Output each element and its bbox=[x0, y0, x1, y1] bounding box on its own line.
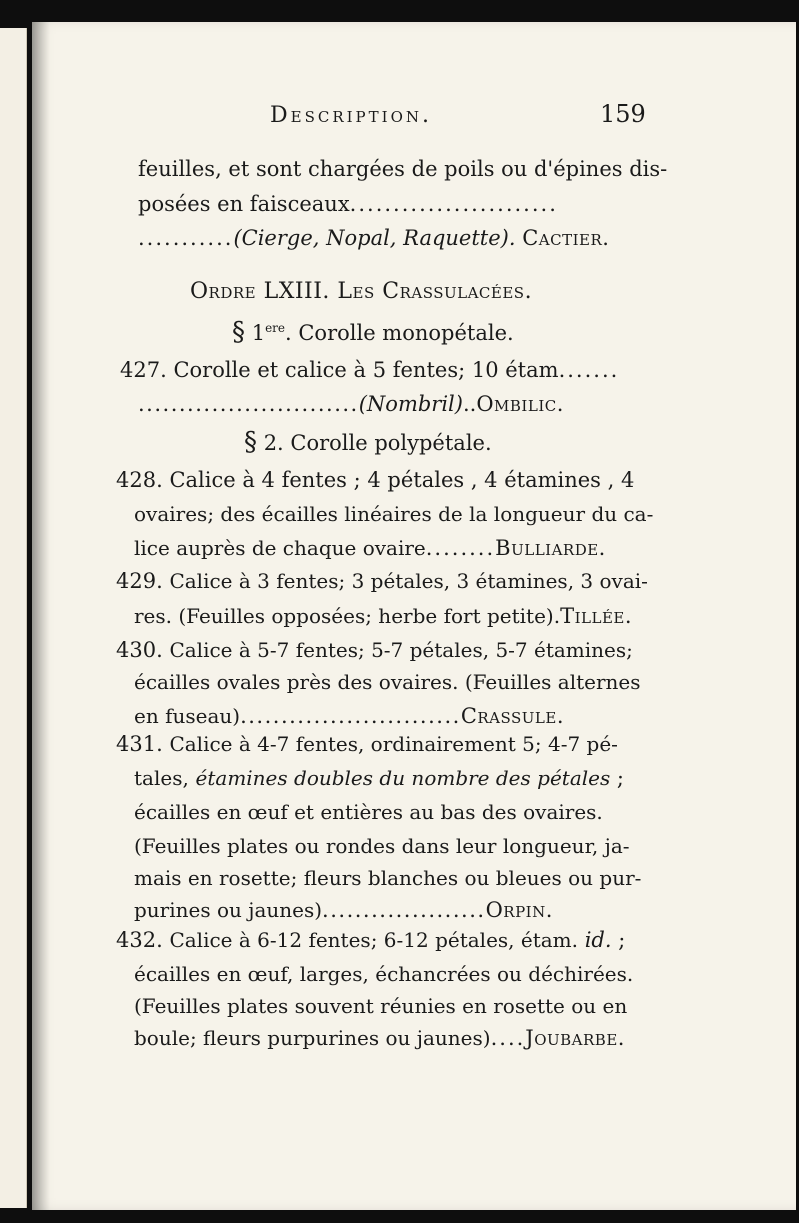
text-run: purines ou jaunes) bbox=[134, 898, 323, 922]
page-gutter-shadow bbox=[32, 22, 50, 1210]
section-number-superscript: ere bbox=[265, 321, 286, 335]
text-run: (Feuilles plates ou rondes dans leur longueur, ja- bbox=[134, 834, 630, 858]
running-head bbox=[270, 102, 432, 130]
entry-432-line bbox=[134, 1024, 796, 1052]
entry-431-line bbox=[134, 864, 796, 892]
section-heading bbox=[244, 428, 796, 457]
text-run: boule; fleurs purpurines ou jaunes) bbox=[134, 1026, 491, 1050]
genus-name: Crassule. bbox=[460, 704, 565, 728]
entry-number: 429. bbox=[116, 569, 163, 593]
entry-number: 428. bbox=[116, 468, 163, 492]
entry-431-line bbox=[134, 764, 796, 792]
text-run: Corolle et calice à 5 fentes; 10 étam bbox=[173, 358, 559, 382]
text-run: ovaires; des écailles linéaires de la longueur du ca- bbox=[134, 502, 654, 526]
section-label: . Corolle monopétale. bbox=[285, 321, 514, 345]
italic-phrase: étamines doubles du nombre des pétales bbox=[195, 766, 611, 790]
text-line bbox=[138, 155, 796, 183]
text-run: (Feuilles plates souvent réunies en rosette ou en bbox=[134, 994, 628, 1018]
order-heading bbox=[190, 278, 796, 306]
page-number bbox=[600, 100, 646, 128]
dot-leader: ........................... bbox=[138, 392, 359, 416]
entry-430-line bbox=[134, 702, 796, 730]
text-run: mais en rosette; fleurs blanches ou bleues ou pur- bbox=[134, 866, 642, 890]
entry-430-line bbox=[134, 668, 796, 696]
entry-number: 431. bbox=[116, 732, 163, 756]
entry-432-line bbox=[134, 960, 796, 988]
text-line bbox=[138, 190, 796, 218]
section-label: 2. Corolle polypétale. bbox=[263, 431, 492, 455]
text-run: écailles en œuf, larges, échancrées ou déchirées. bbox=[134, 962, 634, 986]
order-title: Ordre LXIII. Les Crassulacées. bbox=[190, 279, 533, 304]
facing-page-edge bbox=[0, 28, 27, 1208]
text-run: tales, bbox=[134, 766, 189, 790]
genus-name: Orpin. bbox=[485, 898, 553, 922]
section-number: 1 bbox=[251, 321, 266, 345]
text-run: res. (Feuilles opposées; herbe fort petite). bbox=[134, 604, 561, 628]
entry-432-line bbox=[134, 992, 796, 1020]
dot-leader: .... bbox=[490, 1026, 526, 1050]
genus-name: Bulliarde. bbox=[495, 536, 606, 560]
text-line bbox=[138, 224, 796, 252]
running-head-title: Description. bbox=[270, 103, 432, 128]
entry-431-line bbox=[116, 730, 796, 758]
entry-number: 427. bbox=[120, 358, 167, 382]
dot-leader: .................... bbox=[322, 898, 486, 922]
entry-427-line bbox=[120, 356, 796, 384]
genus-name: Tillée. bbox=[560, 604, 633, 628]
text-run: Calice à 4-7 fentes, ordinairement 5; 4-7 pé- bbox=[169, 732, 618, 756]
italic-abbrev: id. bbox=[584, 928, 612, 952]
book-page bbox=[32, 22, 796, 1210]
text-run: feuilles, et sont chargées de poils ou d'épines dis- bbox=[138, 157, 668, 181]
entry-431-line bbox=[134, 832, 796, 860]
page-number-value: 159 bbox=[600, 100, 646, 128]
entry-428-line bbox=[134, 500, 796, 528]
entry-432-line bbox=[116, 926, 796, 954]
dot-leader: ....... bbox=[558, 358, 620, 382]
genus-name: Cactier. bbox=[522, 226, 610, 250]
entry-431-line bbox=[134, 798, 796, 826]
dot-leader: ........................... bbox=[240, 704, 461, 728]
text-run: Calice à 3 fentes; 3 pétales, 3 étamines, 3 ovai- bbox=[169, 569, 648, 593]
text-run: ; bbox=[618, 928, 626, 952]
entry-number: 430. bbox=[116, 638, 163, 662]
genus-name: Ombilic. bbox=[476, 392, 564, 416]
vernacular-names: (Nombril) bbox=[358, 392, 463, 416]
text-run: ; bbox=[616, 766, 624, 790]
entry-431-line bbox=[134, 896, 796, 924]
genus-name: Joubarbe. bbox=[525, 1026, 625, 1050]
text-run: écailles ovales près des ovaires. (Feuilles alternes bbox=[134, 670, 641, 694]
dot-leader: ........................ bbox=[349, 192, 558, 216]
entry-430-line bbox=[116, 636, 796, 664]
text-run: écailles en œuf et entières au bas des ovaires. bbox=[134, 800, 603, 824]
section-symbol: § bbox=[232, 317, 245, 347]
dot-leader: .. bbox=[462, 392, 477, 416]
text-run: Calice à 6-12 fentes; 6-12 pétales, étam. bbox=[169, 928, 579, 952]
text-run: Calice à 5-7 fentes; 5-7 pétales, 5-7 étamines; bbox=[169, 638, 633, 662]
dot-leader: ........... bbox=[138, 226, 234, 250]
text-run: lice auprès de chaque ovaire bbox=[134, 536, 426, 560]
dot-leader: ........ bbox=[425, 536, 496, 560]
entry-429-line bbox=[116, 567, 796, 595]
entry-number: 432. bbox=[116, 928, 163, 952]
section-symbol: § bbox=[244, 427, 257, 457]
entry-428-line bbox=[116, 466, 796, 494]
text-run: Calice à 4 fentes ; 4 pétales , 4 étamines , 4 bbox=[169, 468, 635, 492]
text-run: posées en faisceaux bbox=[138, 192, 350, 216]
entry-429-line bbox=[134, 602, 796, 630]
entry-428-line bbox=[134, 534, 796, 562]
vernacular-names: (Cierge, Nopal, Raquette). bbox=[233, 226, 516, 250]
text-run: en fuseau) bbox=[134, 704, 241, 728]
entry-427-line bbox=[138, 390, 796, 418]
section-heading bbox=[232, 314, 796, 347]
